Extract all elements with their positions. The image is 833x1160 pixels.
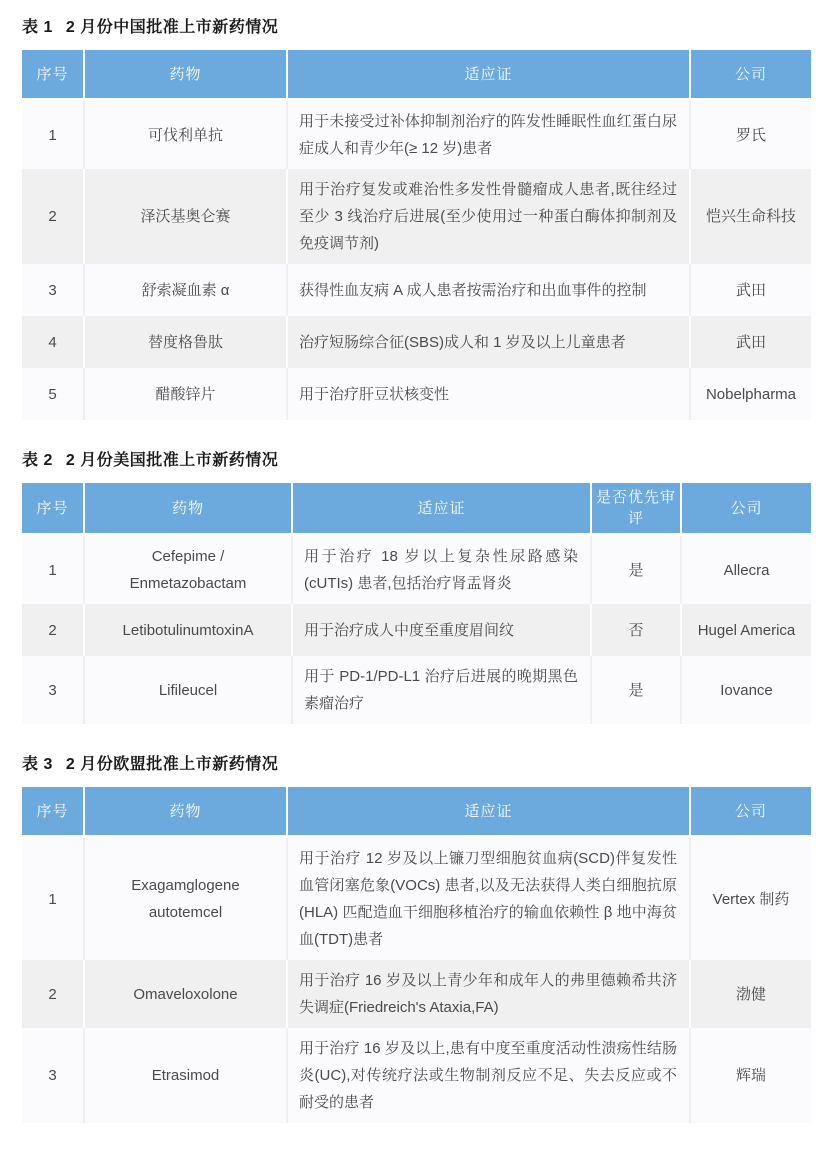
table-row: [22, 316, 811, 368]
drug-table: [22, 50, 811, 420]
column-header-company: 公司: [691, 50, 811, 101]
column-header-priority: 是否优先审评: [592, 483, 682, 536]
cell-indication: 治疗短肠综合征(SBS)成人和 1 岁及以上儿童患者: [288, 316, 691, 368]
cell-drug: 泽沃基奥仑赛: [85, 169, 288, 264]
cell-drug: 替度格鲁肽: [85, 316, 288, 368]
cell-indication: 用于 PD-1/PD-L1 治疗后进展的晚期黑色素瘤治疗: [293, 656, 592, 724]
cell-index: 1: [22, 101, 85, 169]
column-header-index: 序号: [22, 787, 85, 838]
cell-indication: 用于治疗 16 岁及以上,患有中度至重度活动性溃疡性结肠炎(UC),对传统疗法或生物制剂反应不足、失去反应或不耐受的患者: [288, 1028, 691, 1123]
cell-index: 4: [22, 316, 85, 368]
table-title-prefix: 表 2: [22, 452, 53, 469]
header-row: [22, 50, 811, 101]
cell-index: 1: [22, 536, 85, 604]
table-title: [22, 751, 811, 774]
cell-drug: Etrasimod: [85, 1028, 288, 1123]
cell-company: Hugel America: [682, 604, 811, 656]
column-header-company: 公司: [682, 483, 811, 536]
cell-priority: 是: [592, 536, 682, 604]
cell-drug: LetibotulinumtoxinA: [85, 604, 293, 656]
cell-company: Nobelpharma: [691, 368, 811, 420]
table-title-text: 2 月份欧盟批准上市新药情况: [65, 756, 279, 773]
table-title: [22, 447, 811, 470]
cell-company: 恺兴生命科技: [691, 169, 811, 264]
table-section: [22, 447, 811, 724]
cell-company: 武田: [691, 264, 811, 316]
cell-drug: Cefepime / Enmetazobactam: [85, 536, 293, 604]
cell-indication: 获得性血友病 A 成人患者按需治疗和出血事件的控制: [288, 264, 691, 316]
cell-priority: 否: [592, 604, 682, 656]
table-title-text: 2 月份中国批准上市新药情况: [65, 19, 279, 36]
table-row: [22, 960, 811, 1028]
table-title-text: 2 月份美国批准上市新药情况: [65, 452, 279, 469]
cell-indication: 用于治疗肝豆状核变性: [288, 368, 691, 420]
table-row: [22, 368, 811, 420]
cell-company: 武田: [691, 316, 811, 368]
column-header-index: 序号: [22, 50, 85, 101]
column-header-index: 序号: [22, 483, 85, 536]
table-row: [22, 101, 811, 169]
cell-indication: 用于治疗 16 岁及以上青少年和成年人的弗里德赖希共济失调症(Friedreich's Ataxia,FA): [288, 960, 691, 1028]
table-row: [22, 1028, 811, 1123]
cell-drug: Exagamglogene autotemcel: [85, 838, 288, 960]
cell-index: 3: [22, 656, 85, 724]
cell-indication: 用于治疗成人中度至重度眉间纹: [293, 604, 592, 656]
table-title-prefix: 表 3: [22, 756, 53, 773]
header-row: [22, 787, 811, 838]
table-row: [22, 536, 811, 604]
cell-index: 1: [22, 838, 85, 960]
cell-drug: Omaveloxolone: [85, 960, 288, 1028]
table-title: [22, 14, 811, 37]
cell-priority: 是: [592, 656, 682, 724]
table-row: [22, 264, 811, 316]
column-header-indication: 适应证: [288, 50, 691, 101]
table-row: [22, 169, 811, 264]
cell-company: Vertex 制药: [691, 838, 811, 960]
cell-company: 辉瑞: [691, 1028, 811, 1123]
table-section: [22, 14, 811, 420]
table-row: [22, 656, 811, 724]
cell-indication: 用于治疗 12 岁及以上镰刀型细胞贫血病(SCD)伴复发性血管闭塞危象(VOCs) 患者,以及无法获得人类白细胞抗原(HLA) 匹配造血干细胞移植治疗的输血依赖性 β 地中海贫血(TDT)患者: [288, 838, 691, 960]
cell-company: 罗氏: [691, 101, 811, 169]
header-row: [22, 483, 811, 536]
cell-index: 2: [22, 604, 85, 656]
cell-index: 5: [22, 368, 85, 420]
drug-table: [22, 787, 811, 1123]
cell-indication: 用于治疗 18 岁以上复杂性尿路感染(cUTIs) 患者,包括治疗肾盂肾炎: [293, 536, 592, 604]
cell-indication: 用于未接受过补体抑制剂治疗的阵发性睡眠性血红蛋白尿症成人和青少年(≥ 12 岁)患者: [288, 101, 691, 169]
table-title-prefix: 表 1: [22, 19, 53, 36]
drug-table: [22, 483, 811, 724]
table-section: [22, 751, 811, 1123]
table-row: [22, 604, 811, 656]
cell-drug: 可伐利单抗: [85, 101, 288, 169]
column-header-drug: 药物: [85, 483, 293, 536]
cell-drug: 醋酸锌片: [85, 368, 288, 420]
cell-company: Iovance: [682, 656, 811, 724]
cell-company: Allecra: [682, 536, 811, 604]
cell-index: 3: [22, 264, 85, 316]
column-header-drug: 药物: [85, 787, 288, 838]
cell-drug: Lifileucel: [85, 656, 293, 724]
cell-index: 2: [22, 960, 85, 1028]
cell-drug: 舒索凝血素 α: [85, 264, 288, 316]
cell-index: 2: [22, 169, 85, 264]
column-header-indication: 适应证: [293, 483, 592, 536]
cell-indication: 用于治疗复发或难治性多发性骨髓瘤成人患者,既往经过至少 3 线治疗后进展(至少使用过一种蛋白酶体抑制剂及免疫调节剂): [288, 169, 691, 264]
column-header-drug: 药物: [85, 50, 288, 101]
column-header-indication: 适应证: [288, 787, 691, 838]
cell-index: 3: [22, 1028, 85, 1123]
column-header-company: 公司: [691, 787, 811, 838]
cell-company: 渤健: [691, 960, 811, 1028]
table-row: [22, 838, 811, 960]
